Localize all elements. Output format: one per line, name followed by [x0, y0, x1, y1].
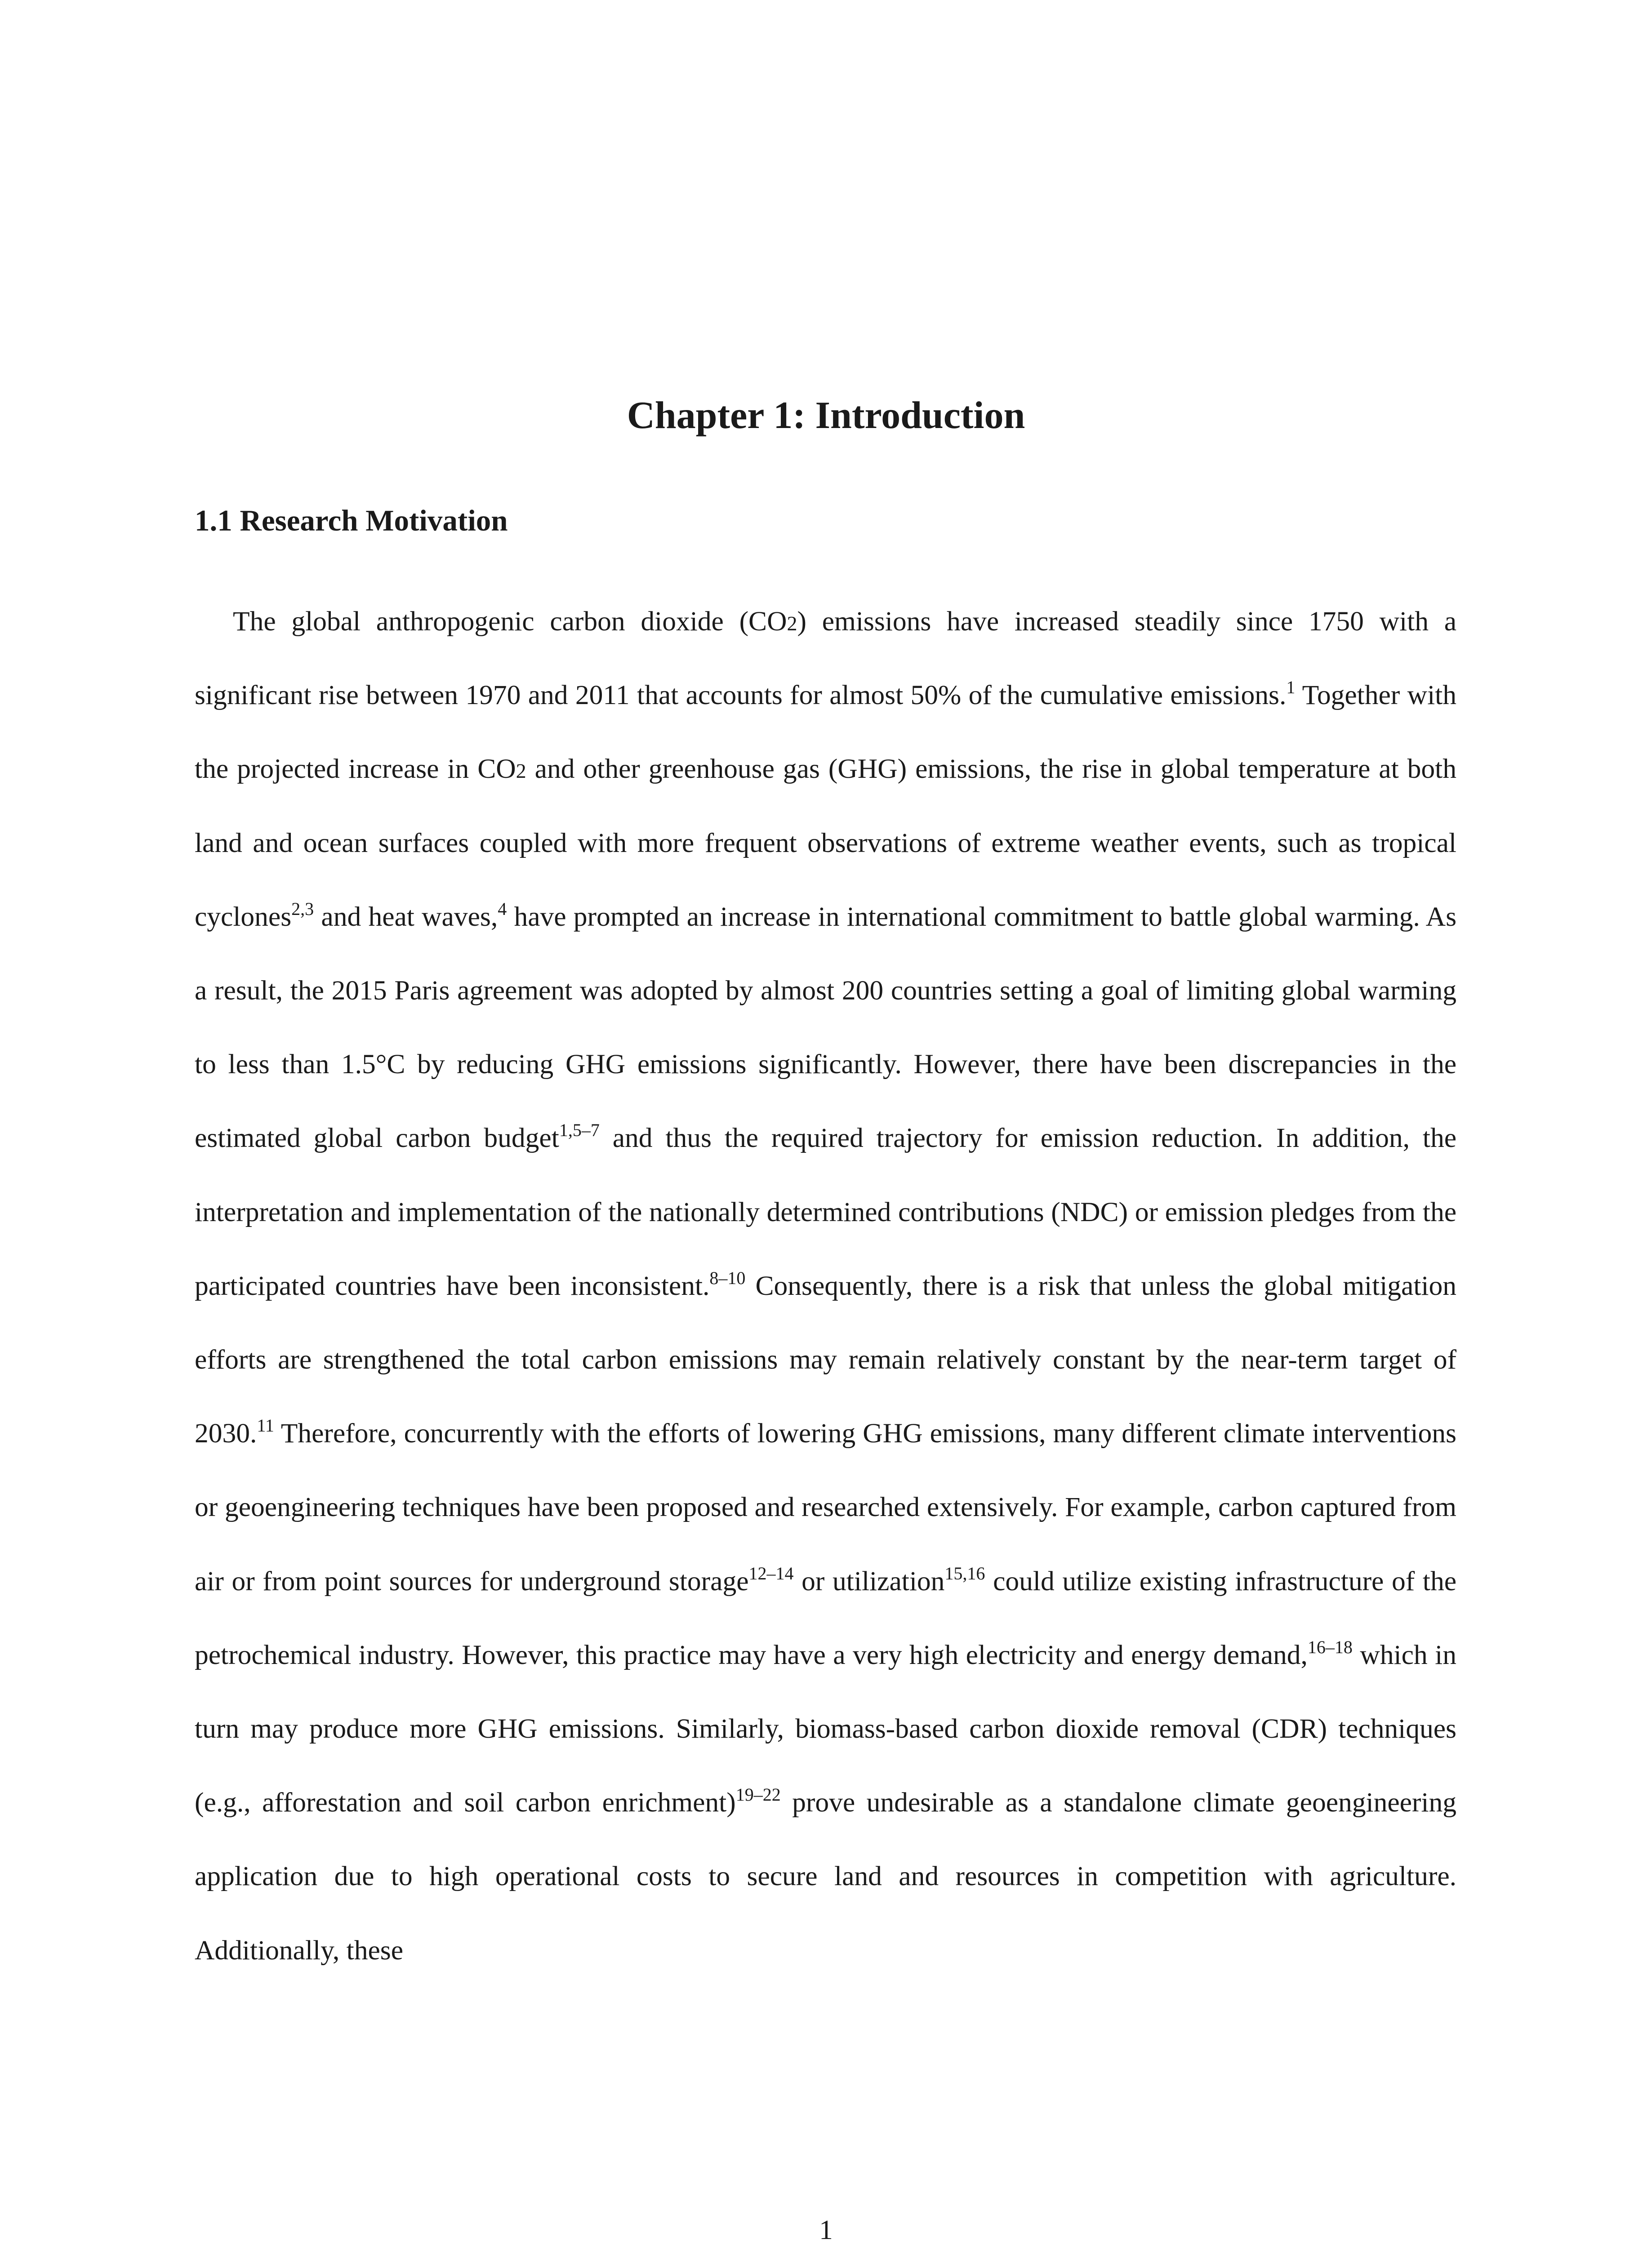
chemical-subscript: 2 [787, 612, 797, 635]
section-heading: 1.1 Research Motivation [195, 504, 508, 537]
citation-superscript: 8–10 [709, 1267, 746, 1288]
paragraph-text-run: or utilization [793, 1566, 945, 1597]
paragraph-text-run: have prompted an increase in international commitment to battle global warming. As a result, the 2015 Paris agreement was adopted by almost 200 countries setting a goal of limiting global warming to less than 1.5°C by reducing GHG emissions significantly. However, there have been discrepancies in the estimated global carbon budget [195, 901, 1456, 1154]
paragraph-text-run: ) emissions have increased steadily since 1750 with a significant rise between 1970 and 2011 that accounts for almost 50% of the cumulative emissions. [195, 606, 1456, 711]
citation-superscript: 16–18 [1307, 1637, 1353, 1657]
page-number: 1 [819, 2215, 833, 2245]
body-paragraph [195, 584, 1456, 1987]
paragraph-text-run: and thus the required trajectory for emission reduction. In addition, the interpretation and implementation of the nationally determined contributions (NDC) or emission pledges from the participated countries have been inconsistent. [195, 1123, 1456, 1301]
citation-superscript: 1 [1286, 677, 1296, 698]
paragraph-text-run: Together with the projected increase in CO [195, 680, 1456, 785]
citation-superscript: 4 [498, 898, 507, 919]
paragraph-text-run: The global anthropogenic carbon dioxide (CO [233, 606, 787, 637]
chapter-title: Chapter 1: Introduction [627, 393, 1025, 437]
citation-superscript: 1,5–7 [559, 1120, 600, 1141]
paragraph-text-run: prove undesirable as a standalone climate geoengineering application due to high operational costs to secure land and resources in competition with agriculture. Additionally, these [195, 1787, 1456, 1966]
paragraph-text-run: and heat waves, [314, 901, 498, 932]
paragraph-text-run: Therefore, concurrently with the efforts of lowering GHG emissions, many different climate interventions or geoengineering techniques have been proposed and researched extensively. For example, carbon captured from air or from point sources for underground storage [195, 1418, 1456, 1597]
citation-superscript: 12–14 [748, 1563, 794, 1583]
citation-superscript: 19–22 [735, 1784, 781, 1805]
paragraph-text-run: and other greenhouse gas (GHG) emissions, the rise in global temperature at both land and ocean surfaces coupled with more frequent observations of extreme weather events, such as tropical cyclones [195, 754, 1456, 932]
citation-superscript: 2,3 [291, 898, 314, 919]
citation-superscript: 11 [257, 1415, 274, 1436]
citation-superscript: 15,16 [944, 1563, 985, 1583]
paragraph-text-run: Consequently, there is a risk that unless the global mitigation efforts are strengthened the total carbon emissions may remain relatively constant by the near-term target of 2030. [195, 1270, 1457, 1449]
paragraph-text-run: could utilize existing infrastructure of the petrochemical industry. However, this practice may have a very high electricity and energy demand, [195, 1566, 1457, 1670]
paragraph-text-run: which in turn may produce more GHG emissions. Similarly, biomass-based carbon dioxide removal (CDR) techniques (e.g., afforestation and soil carbon enrichment) [195, 1639, 1456, 1818]
chemical-subscript: 2 [516, 759, 526, 783]
